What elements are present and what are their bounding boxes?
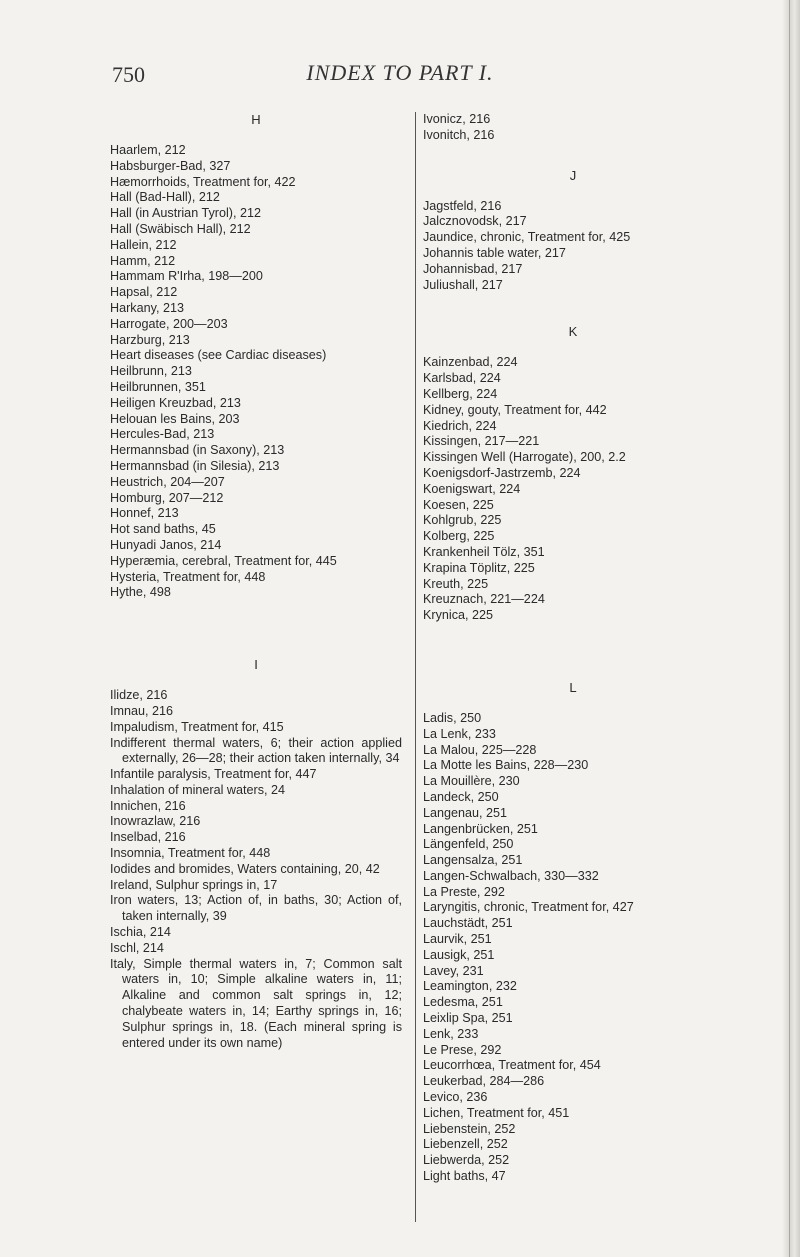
index-entry: Langenau, 251 xyxy=(423,805,508,820)
index-entry: Karlsbad, 224 xyxy=(423,371,501,386)
index-entry: Krynica, 225 xyxy=(423,608,494,623)
index-entry: Leucorrhœa, Treatment for, 454 xyxy=(423,1058,601,1073)
index-entry: Kissingen Well (Harrogate), 200, 2.2 xyxy=(423,450,626,465)
index-entry: Harkany, 213 xyxy=(110,300,184,315)
entry-list xyxy=(423,199,723,294)
index-entry: Levico, 236 xyxy=(423,1090,488,1105)
index-entry: Indifferent thermal waters, 6; their action applied externally, 26—28; their action taken internally, 34 xyxy=(110,735,402,766)
index-entry: Hercules-Bad, 213 xyxy=(110,427,215,442)
index-entry: Inhalation of mineral waters, 24 xyxy=(110,782,286,797)
index-entry: Habsburger-Bad, 327 xyxy=(110,158,231,173)
section-spacer xyxy=(110,601,402,657)
index-entry: Liebenzell, 252 xyxy=(423,1137,508,1152)
index-entry: Ischl, 214 xyxy=(110,940,164,955)
index-entry: La Malou, 225—228 xyxy=(423,742,537,757)
entry-list xyxy=(423,355,723,624)
index-section xyxy=(110,601,402,1051)
index-entry: Kreuth, 225 xyxy=(423,576,489,591)
index-entry: Ischia, 214 xyxy=(110,925,171,940)
entry-list xyxy=(110,688,402,1051)
index-entry: Hammam R'Irha, 198—200 xyxy=(110,269,263,284)
section-spacer xyxy=(423,144,723,168)
section-letter: L xyxy=(569,679,577,695)
index-entry: Insomnia, Treatment for, 448 xyxy=(110,846,271,861)
section-letter: J xyxy=(569,167,577,183)
section-letter: K xyxy=(568,324,578,340)
index-entry: Koesen, 225 xyxy=(423,497,494,512)
index-entry: Iron waters, 13; Action of, in baths, 30; Action of, taken internally, 39 xyxy=(110,893,402,924)
column-divider xyxy=(415,112,416,1222)
index-entry: Leixlip Spa, 251 xyxy=(423,1011,513,1026)
index-section xyxy=(110,112,402,601)
index-entry: Heiligen Kreuzbad, 213 xyxy=(110,395,241,410)
index-entry: Leamington, 232 xyxy=(423,979,517,994)
index-entry: Imnau, 216 xyxy=(110,703,174,718)
index-entry: Ladis, 250 xyxy=(423,710,482,725)
index-entry: Harzburg, 213 xyxy=(110,332,190,347)
index-entry: Ivonicz, 216 xyxy=(423,112,491,126)
index-entry: Koenigswart, 224 xyxy=(423,481,521,496)
index-entry: Innichen, 216 xyxy=(110,798,186,813)
index-entry: Längenfeld, 250 xyxy=(423,837,514,852)
index-section xyxy=(423,624,723,1185)
index-entry: Hall (Bad-Hall), 212 xyxy=(110,190,220,205)
section-spacer xyxy=(423,624,723,680)
index-entry: Inowrazlaw, 216 xyxy=(110,814,201,829)
index-entry: Langenbrücken, 251 xyxy=(423,821,538,836)
index-entry: Hallein, 212 xyxy=(110,237,177,252)
index-entry: Hysteria, Treatment for, 448 xyxy=(110,569,266,584)
page-number: 750 xyxy=(112,62,145,87)
index-entry: Langensalza, 251 xyxy=(423,853,523,868)
page-edge-shadow xyxy=(782,0,800,1257)
index-entry: Lenk, 233 xyxy=(423,1026,479,1041)
index-entry: Liebwerda, 252 xyxy=(423,1153,510,1168)
index-section xyxy=(423,144,723,294)
index-entry: Krapina Töplitz, 225 xyxy=(423,560,535,575)
index-entry: Light baths, 47 xyxy=(423,1169,506,1184)
index-entry: Honnef, 213 xyxy=(110,506,179,521)
index-entry: Heart diseases (see Cardiac diseases) xyxy=(110,348,327,363)
index-entry: Ilidze, 216 xyxy=(110,688,168,703)
index-entry: La Preste, 292 xyxy=(423,884,505,899)
index-entry: Hunyadi Janos, 214 xyxy=(110,537,222,552)
index-entry: Landeck, 250 xyxy=(423,789,499,804)
index-entry: Hermannsbad (in Saxony), 213 xyxy=(110,443,285,458)
index-entry: Impaludism, Treatment for, 415 xyxy=(110,719,284,734)
index-entry: Kainzenbad, 224 xyxy=(423,355,518,370)
index-entry: Kellberg, 224 xyxy=(423,386,498,401)
index-entry: Heilbrunnen, 351 xyxy=(110,379,206,394)
index-entry: Inselbad, 216 xyxy=(110,830,186,845)
entry-list xyxy=(423,112,723,144)
index-entry: Hyperæmia, cerebral, Treatment for, 445 xyxy=(110,553,337,568)
index-entry: Krankenheil Tölz, 351 xyxy=(423,544,545,559)
running-head: INDEX TO PART I. xyxy=(306,60,494,85)
index-entry: Hot sand baths, 45 xyxy=(110,522,216,537)
index-entry: Homburg, 207—212 xyxy=(110,490,224,505)
index-entry: Jagstfeld, 216 xyxy=(423,198,502,213)
index-entry: Helouan les Bains, 203 xyxy=(110,411,240,426)
index-entry: Laryngitis, chronic, Treatment for, 427 xyxy=(423,900,634,915)
index-entry: Johannisbad, 217 xyxy=(423,261,523,276)
section-letter: H xyxy=(251,112,261,127)
index-section xyxy=(423,112,723,144)
index-entry: Infantile paralysis, Treatment for, 447 xyxy=(110,767,317,782)
index-entry: Kissingen, 217—221 xyxy=(423,434,540,449)
index-entry: Jaundice, chronic, Treatment for, 425 xyxy=(423,230,631,245)
index-entry: Jalcznovodsk, 217 xyxy=(423,214,527,229)
index-entry: Hall (in Austrian Tyrol), 212 xyxy=(110,206,261,221)
index-entry: Liebenstein, 252 xyxy=(423,1121,516,1136)
index-entry: Laurvik, 251 xyxy=(423,932,492,947)
index-entry: Le Prese, 292 xyxy=(423,1042,502,1057)
index-entry: Johannis table water, 217 xyxy=(423,245,566,260)
index-entry: Haarlem, 212 xyxy=(110,143,186,157)
entry-list xyxy=(423,711,723,1185)
index-entry: Lausigk, 251 xyxy=(423,947,495,962)
index-entry: Heustrich, 204—207 xyxy=(110,474,225,489)
index-entry: La Mouillère, 230 xyxy=(423,774,520,789)
index-section xyxy=(423,293,723,624)
index-entry: Leukerbad, 284—286 xyxy=(423,1074,545,1089)
index-entry: Langen-Schwalbach, 330—332 xyxy=(423,868,599,883)
index-entry: La Lenk, 233 xyxy=(423,726,496,741)
section-letter: I xyxy=(254,657,258,673)
index-entry: Kohlgrub, 225 xyxy=(423,513,502,528)
index-entry: Kreuznach, 221—224 xyxy=(423,592,545,607)
index-entry: Kidney, gouty, Treatment for, 442 xyxy=(423,402,607,417)
index-entry: Hall (Swäbisch Hall), 212 xyxy=(110,221,251,236)
index-entry: Iodides and bromides, Waters containing, 20, 42 xyxy=(110,861,380,876)
index-entry: Harrogate, 200—203 xyxy=(110,316,228,331)
index-entry: La Motte les Bains, 228—230 xyxy=(423,758,589,773)
index-entry: Hermannsbad (in Silesia), 213 xyxy=(110,458,280,473)
index-entry: Kolberg, 225 xyxy=(423,529,495,544)
index-entry: Kiedrich, 224 xyxy=(423,418,497,433)
index-entry: Italy, Simple thermal waters in, 7; Common salt waters in, 10; Simple alkaline waters in, 11; Alkaline and common salt springs in, 12; chalybeate waters in, 14; Earthy springs in, 16; Sulphur springs in, 18. (Each mineral spring is entered under its own name) xyxy=(110,956,402,1050)
index-entry: Lauchstädt, 251 xyxy=(423,916,513,931)
index-entry: Hæmorrhoids, Treatment for, 422 xyxy=(110,174,296,189)
index-column-right xyxy=(423,112,723,1185)
index-column-left xyxy=(110,112,402,1051)
index-entry: Ledesma, 251 xyxy=(423,995,503,1010)
section-spacer xyxy=(423,293,723,324)
index-entry: Hamm, 212 xyxy=(110,253,176,268)
index-entry: Ireland, Sulphur springs in, 17 xyxy=(110,877,278,892)
index-entry: Lichen, Treatment for, 451 xyxy=(423,1105,570,1120)
index-entry: Juliushall, 217 xyxy=(423,277,503,292)
index-entry: Ivonitch, 216 xyxy=(423,127,495,142)
index-entry: Koenigsdorf-Jastrzemb, 224 xyxy=(423,465,581,480)
index-entry: Heilbrunn, 213 xyxy=(110,364,192,379)
index-entry: Hapsal, 212 xyxy=(110,285,178,300)
page-edge-line xyxy=(789,0,790,1257)
index-entry: Lavey, 231 xyxy=(423,963,484,978)
index-entry: Hythe, 498 xyxy=(110,585,171,600)
entry-list xyxy=(110,143,402,601)
